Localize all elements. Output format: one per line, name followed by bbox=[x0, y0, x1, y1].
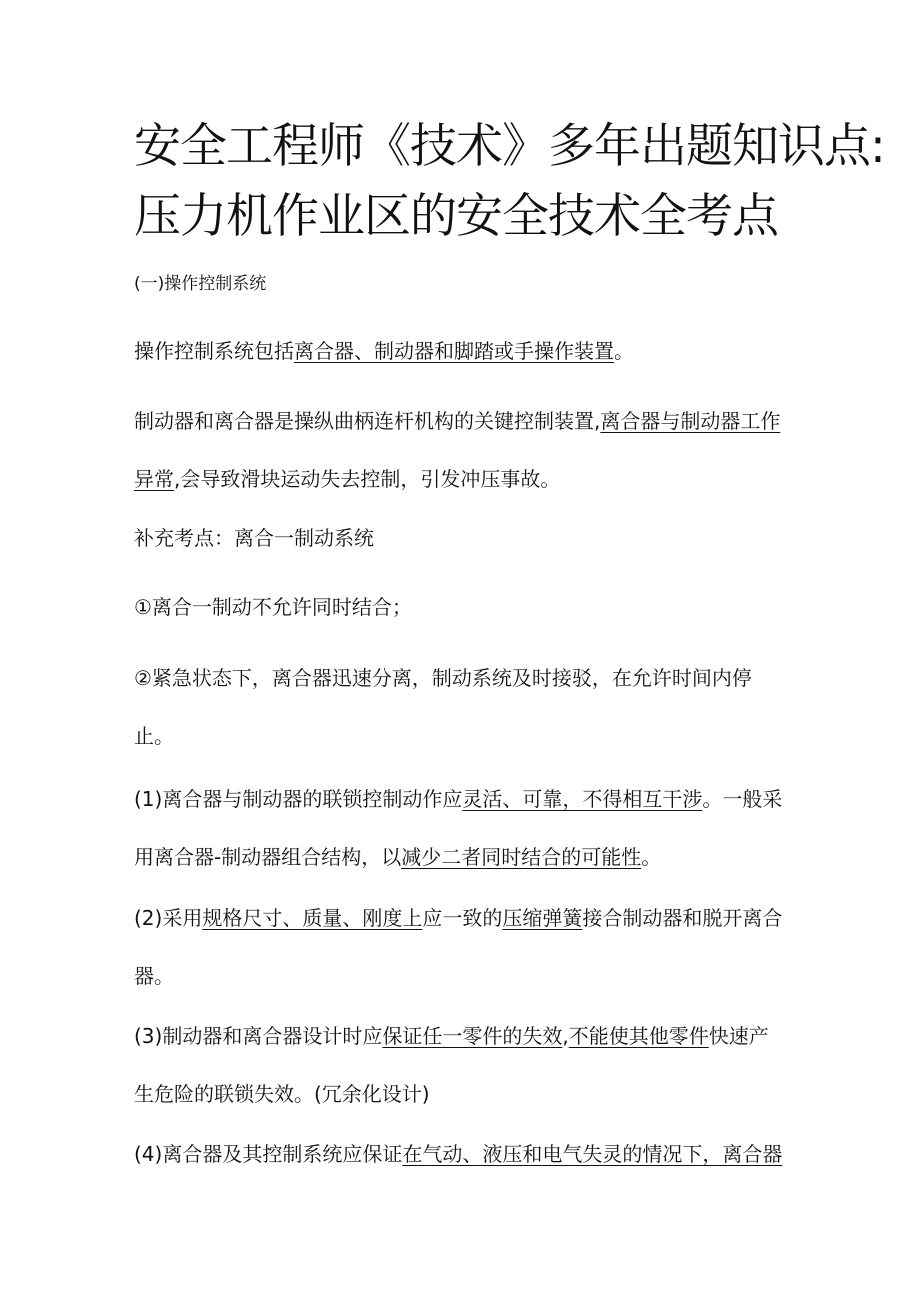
paragraph-3: 补充考点：离合一制动系统 bbox=[134, 526, 374, 550]
paragraph-4: ①离合一制动不允许同时结合； bbox=[134, 595, 412, 619]
title-line-1: 安全工程师《技术》多年出题知识点: bbox=[134, 119, 885, 174]
underlined-text: 压缩弹簧 bbox=[502, 906, 583, 930]
paragraph-1: 操作控制系统包括离合器、制动器和脚踏或手操作装置。 bbox=[134, 339, 634, 363]
underlined-text: 减少二者同时结合的可能性 bbox=[401, 845, 642, 869]
paragraph-7: (2)采用规格尺寸、质量、刚度上应一致的压缩弹簧接合制动器和脱开离合 器。 bbox=[134, 906, 783, 988]
underlined-text: 灵活、可靠，不得相互干涉 bbox=[462, 787, 703, 811]
underlined-text: 离合器、制动器和脚踏或手操作装置 bbox=[294, 339, 614, 363]
section-heading: (一)操作控制系统 bbox=[134, 274, 267, 294]
underlined-text: 不能使其他零件 bbox=[568, 1024, 709, 1048]
paragraph-9: (4)离合器及其控制系统应保证在气动、液压和电气失灵的情况下，离合器 bbox=[134, 1142, 783, 1166]
underlined-text: 保证任一零件的失效 bbox=[382, 1024, 563, 1048]
paragraph-2: 制动器和离合器是操纵曲柄连杆机构的关键控制装置,离合器与制动器工作 异常,会导致滑块运动失去控制，引发冲压事故。 bbox=[134, 409, 781, 491]
underlined-text: 离合器与制动器工作 bbox=[600, 409, 781, 433]
paragraph-5: ②紧急状态下，离合器迅速分离，制动系统及时接驳，在允许时间内停 止。 bbox=[134, 666, 752, 748]
title-line-2: 压力机作业区的安全技术全考点 bbox=[134, 189, 778, 244]
underlined-text: 规格尺寸、质量、刚度上 bbox=[202, 906, 423, 930]
paragraph-6: (1)离合器与制动器的联锁控制动作应灵活、可靠，不得相互干涉。一般采 用离合器-制动器组合结构，以减少二者同时结合的可能性。 bbox=[134, 787, 783, 869]
document-title bbox=[134, 112, 885, 252]
underlined-text: 在气动、液压和电气失灵的情况下，离合器 bbox=[402, 1142, 783, 1166]
underlined-text: 异常 bbox=[134, 467, 174, 491]
paragraph-8: (3)制动器和离合器设计时应保证任一零件的失效,不能使其他零件快速产 生危险的联锁失效。(冗余化设计) bbox=[134, 1024, 769, 1106]
